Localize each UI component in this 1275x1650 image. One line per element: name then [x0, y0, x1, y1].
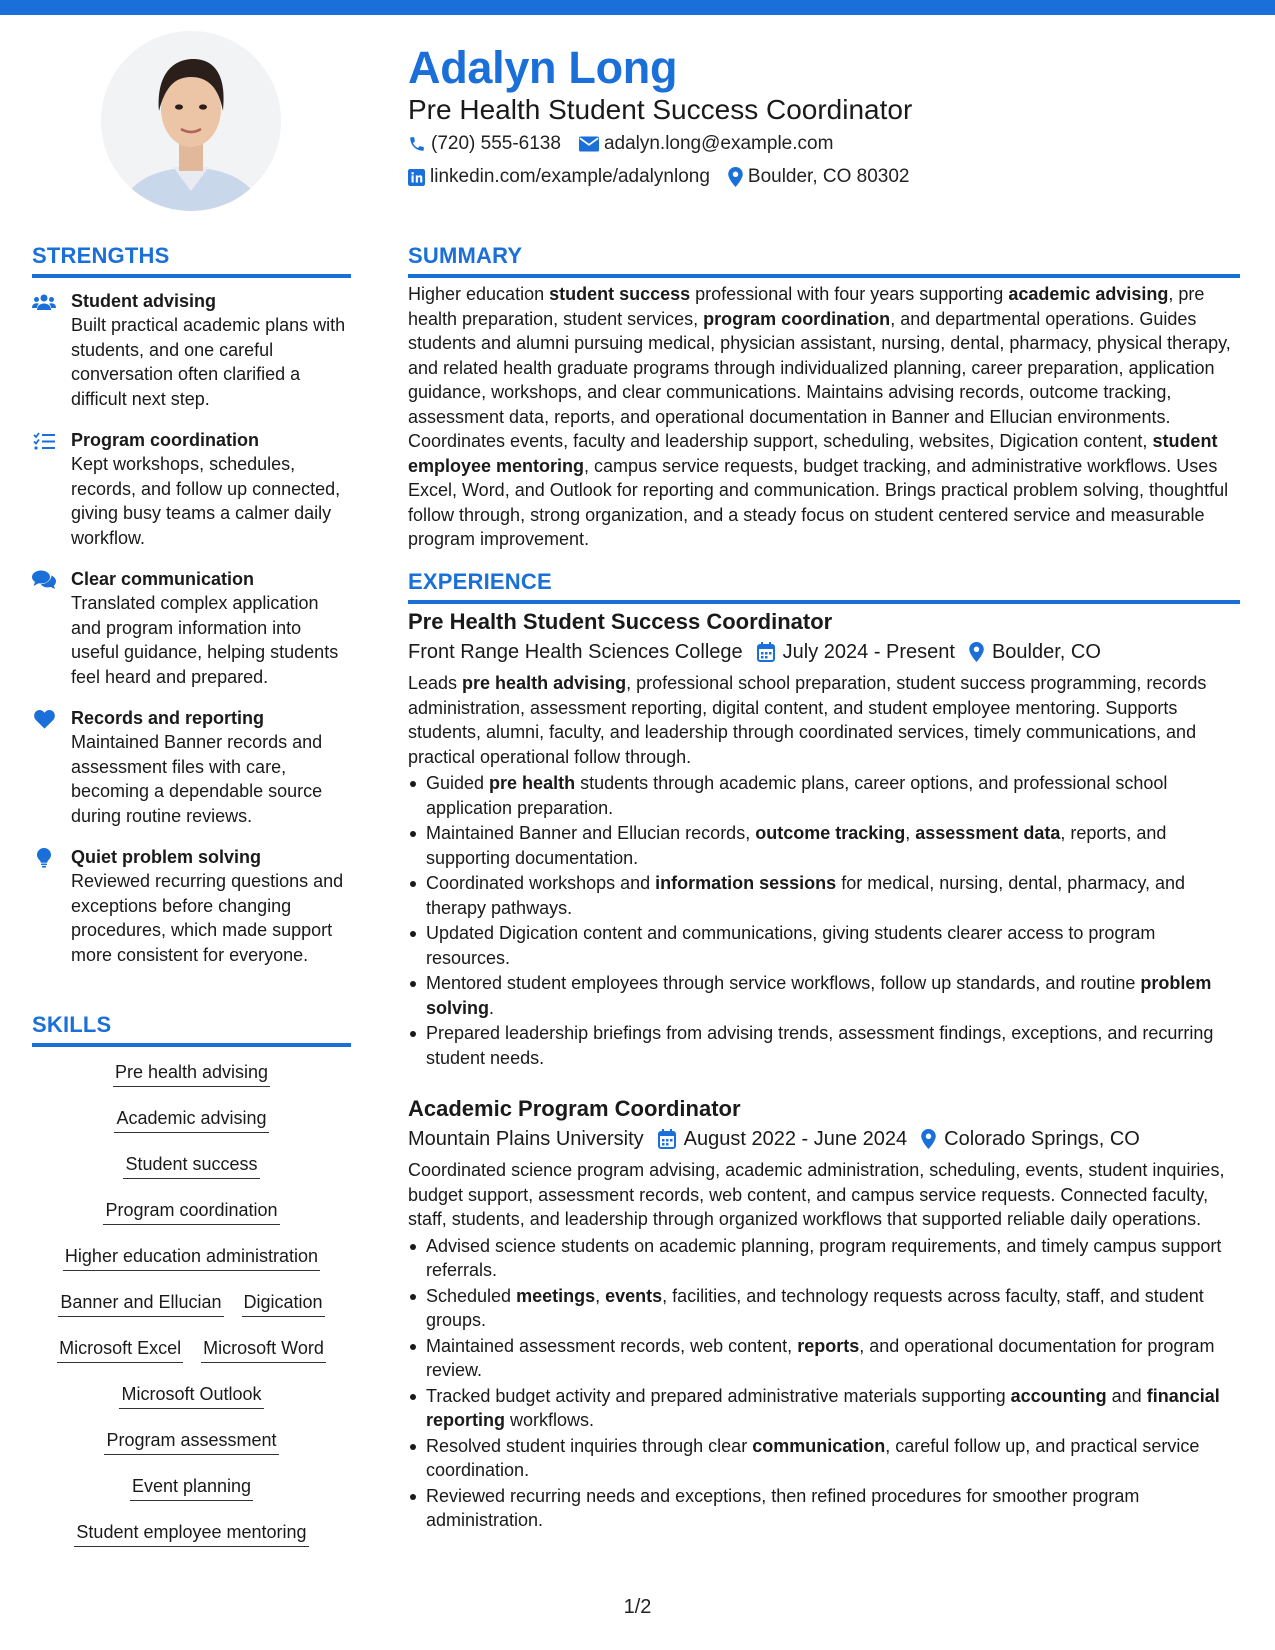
job-title: Pre Health Student Success Coordinator [408, 609, 833, 634]
summary-text-part: professional with four years supporting [690, 284, 1009, 304]
strengths-list [32, 289, 352, 984]
strength-desc: Translated complex application and program information into useful guidance, helping students feel heard and prepared. [71, 593, 339, 687]
skill-tag: Microsoft Word [201, 1336, 326, 1363]
phone-text: (720) 555-6138 [431, 133, 561, 154]
phone-item[interactable] [408, 133, 561, 155]
summary-keyword: academic advising [1008, 284, 1169, 304]
job-bullet: Reviewed recurring needs and exceptions, then refined procedures for smoother program administration. [408, 1484, 1240, 1533]
location-item [728, 166, 910, 188]
job-dates: July 2024 - Present [782, 641, 955, 663]
job-dates: August 2022 - June 2024 [683, 1128, 908, 1150]
summary-text-part: , campus service requests, budget tracking, and administrative workflows. Uses Excel, Word, and Outlook for reporting and communication. Brings practical problem solving, thoughtful follow through, strong organization, and a steady focus on student centered service and measurable program improvement. [408, 455, 1229, 549]
skill-tag: Digication [242, 1290, 325, 1317]
envelope-icon [579, 136, 599, 152]
strength-item [32, 289, 352, 411]
skill-tag: Event planning [130, 1474, 253, 1501]
summary-text-part: , pre health preparation, student services, [408, 284, 1205, 329]
linkedin-text: linkedin.com/example/adalynlong [430, 166, 710, 187]
job-bullet: Maintained Banner and Ellucian records, outcome tracking, assessment data, reports, and supporting documentation. [408, 821, 1240, 870]
skill-tag: Pre health advising [113, 1060, 270, 1087]
phone-icon [408, 135, 426, 153]
skill-tag: Student employee mentoring [74, 1520, 308, 1547]
profile-photo [101, 31, 281, 211]
job-description [408, 671, 1240, 769]
top-accent-bar [0, 0, 1275, 15]
strength-desc: Maintained Banner records and assessment files with care, becoming a dependable source during routine reviews. [71, 732, 323, 826]
lightbulb-icon [32, 848, 56, 868]
summary-keyword: program coordination [703, 308, 891, 329]
job-bullet: Tracked budget activity and prepared administrative materials supporting accounting and financial reporting workflows. [408, 1384, 1240, 1433]
summary-keyword: student success [549, 284, 691, 304]
strength-desc: Reviewed recurring questions and exceptions before changing procedures, which made support more consistent for everyone. [71, 871, 344, 965]
strength-title: Clear communication [71, 569, 255, 589]
job-desc-part: , professional school preparation, student success programming, records administration, assessment reporting, digital content, and student employee mentoring. Supports students, alumni, faculty, and leadership through coordinated services, timely communications, and practical operational follow through. [408, 673, 1207, 767]
skill-tag: Student success [123, 1152, 259, 1179]
strength-item [32, 706, 352, 828]
job-entry [408, 1094, 1240, 1534]
job-title: Academic Program Coordinator [408, 1096, 741, 1121]
linkedin-item[interactable] [408, 166, 710, 188]
page-number: 1/2 [623, 1596, 652, 1618]
job-company: Mountain Plains University [408, 1128, 644, 1150]
skill-tag: Banner and Ellucian [58, 1290, 223, 1317]
summary-text [408, 282, 1240, 552]
job-meta [408, 1124, 1240, 1154]
job-bullet: Coordinated workshops and information sessions for medical, nursing, dental, pharmacy, and therapy pathways. [408, 871, 1240, 920]
calendar-icon [658, 1129, 676, 1149]
skill-tag: Academic advising [114, 1106, 268, 1133]
list-check-icon [32, 431, 56, 451]
skill-tag: Microsoft Outlook [119, 1382, 263, 1409]
map-pin-icon [921, 1129, 936, 1149]
strength-item [32, 845, 352, 967]
job-bullet: Mentored student employees through service workflows, follow up standards, and routine problem solving. [408, 971, 1240, 1020]
job-entry [408, 607, 1240, 1071]
summary-text-part: Higher education [408, 284, 550, 304]
strength-title: Quiet problem solving [71, 847, 262, 867]
job-location-item [969, 637, 1101, 667]
skill-tag: Program assessment [104, 1428, 278, 1455]
job-dates-item [658, 1124, 908, 1154]
job-location: Boulder, CO [991, 641, 1101, 663]
strength-desc: Built practical academic plans with students, and one careful conversation often clarified a difficult next step. [71, 315, 346, 409]
job-bullet: Resolved student inquiries through clear communication, careful follow up, and practical service coordination. [408, 1434, 1240, 1483]
skill-tag: Higher education administration [63, 1244, 320, 1271]
job-bullet: Scheduled meetings, events, facilities, and technology requests across faculty, staff, and student groups. [408, 1284, 1240, 1333]
strengths-heading: STRENGTHS [32, 243, 351, 278]
skill-tag: Microsoft Excel [57, 1336, 183, 1363]
strength-item [32, 428, 352, 550]
strength-item [32, 567, 352, 689]
job-bullets [408, 1234, 1240, 1533]
calendar-icon [757, 642, 775, 662]
job-bullet: Prepared leadership briefings from advising trends, assessment findings, exceptions, and recurring student needs. [408, 1021, 1240, 1070]
experience-heading: EXPERIENCE [408, 569, 1240, 604]
candidate-title: Pre Health Student Success Coordinator [408, 94, 913, 125]
contact-row-2 [408, 166, 928, 188]
summary-keyword: student employee mentoring [408, 431, 1218, 476]
job-company: Front Range Health Sciences College [408, 641, 743, 663]
job-location: Colorado Springs, CO [944, 1128, 1140, 1150]
skills-heading: SKILLS [32, 1012, 351, 1047]
job-meta [408, 637, 1240, 667]
job-description: Coordinated science program advising, academic administration, scheduling, events, student inquiries, budget support, assessment records, web content, and campus service requests. Connected faculty, staff, students, and leadership through organized workflows that supported reliable daily operations. [408, 1160, 1225, 1229]
candidate-name: Adalyn Long [408, 42, 678, 93]
job-bullet: Guided pre health students through academic plans, career options, and professional school application preparation. [408, 771, 1240, 820]
job-bullets [408, 771, 1240, 1070]
strength-desc: Kept workshops, schedules, records, and follow up connected, giving busy teams a calmer daily workflow. [71, 454, 341, 548]
location-text: Boulder, CO 80302 [747, 166, 910, 187]
email-text: adalyn.long@example.com [603, 133, 834, 154]
heart-icon [32, 709, 56, 729]
job-desc-keyword: pre health advising [462, 673, 627, 693]
users-icon [32, 292, 56, 312]
job-dates-item [757, 637, 955, 667]
skill-tag: Program coordination [103, 1198, 279, 1225]
map-pin-icon [969, 642, 984, 662]
skills-list [32, 1060, 351, 1566]
strength-title: Student advising [71, 291, 217, 311]
job-bullet: Maintained assessment records, web content, reports, and operational documentation for program review. [408, 1334, 1240, 1383]
job-bullet: Updated Digication content and communications, giving students clearer access to program resources. [408, 921, 1240, 970]
job-desc-part: Leads [408, 673, 463, 693]
map-pin-icon [728, 167, 743, 187]
summary-heading: SUMMARY [408, 243, 1240, 278]
job-location-item [921, 1124, 1140, 1154]
contact-row-1 [408, 133, 851, 155]
linkedin-icon [408, 169, 425, 186]
strength-title: Program coordination [71, 430, 260, 450]
comments-icon [32, 570, 56, 590]
summary-text-part: , and departmental operations. Guides students and alumni pursuing medical, physician assistant, nursing, dental, pharmacy, physical therapy, and related health graduate programs through individualized planning, career preparation, application guidance, workshops, and clear communications. Maintains advising records, outcome tracking, assessment data, reports, and operational documentation in Banner and Ellucian environments. Coordinates events, faculty and leadership support, scheduling, websites, Digication content, [408, 308, 1231, 451]
email-item[interactable] [579, 133, 833, 155]
job-bullet: Advised science students on academic planning, program requirements, and timely campus support referrals. [408, 1234, 1240, 1283]
strength-title: Records and reporting [71, 708, 265, 728]
